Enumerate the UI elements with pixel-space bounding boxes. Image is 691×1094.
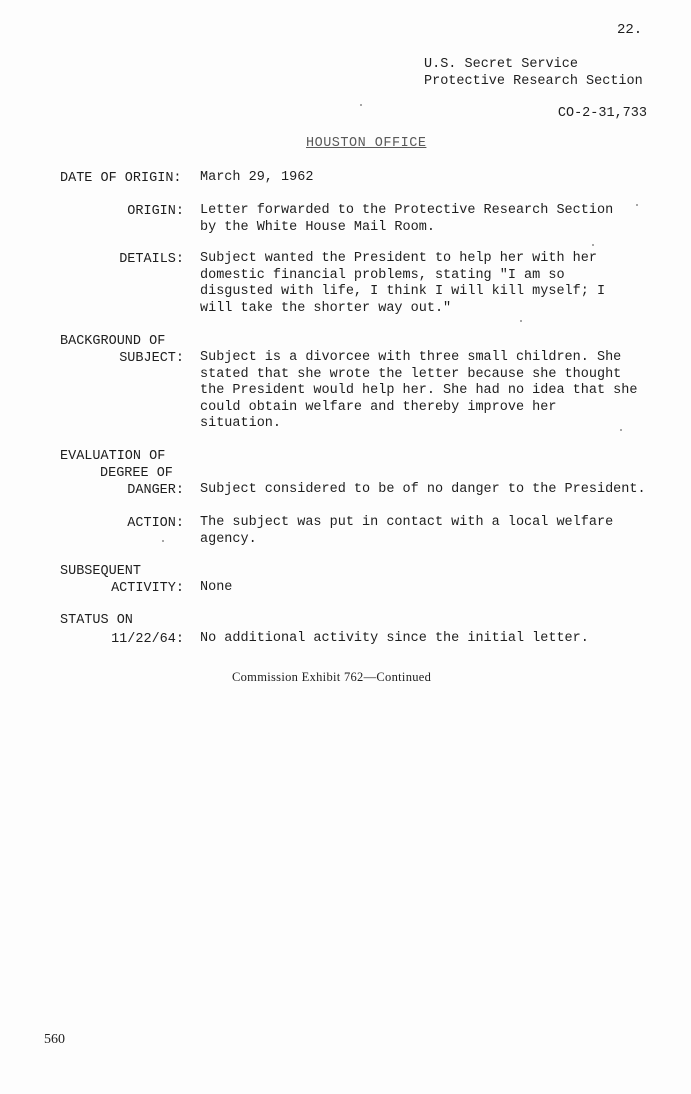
scan-speck	[636, 204, 638, 206]
evaluation-label-line-1: EVALUATION OF	[60, 449, 166, 464]
folio-number: 560	[44, 1032, 65, 1047]
status-label-line-2: 11/22/64:	[111, 632, 184, 647]
subsequent-value: None	[200, 580, 233, 595]
subsequent-label-line-2: ACTIVITY:	[111, 581, 184, 596]
action-value: The subject was put in contact with a local welfare agency.	[200, 515, 614, 547]
evaluation-label-line-3: DANGER:	[127, 483, 184, 498]
details-value: Subject wanted the President to help her with her domestic financial problems, stating "I am so disgusted with life, I think I will kill myself; I will take the shorter way out."	[200, 251, 606, 316]
scan-speck	[620, 429, 622, 431]
agency-line-1: U.S. Secret Service	[424, 57, 578, 72]
origin-value: Letter forwarded to the Protective Research Section by the White House Mail Room.	[200, 203, 614, 235]
scan-speck	[360, 104, 362, 106]
background-label-line-1: BACKGROUND OF	[60, 334, 166, 349]
file-number: CO-2-31,733	[557, 106, 647, 121]
scan-speck	[520, 320, 522, 322]
scan-speck	[592, 244, 594, 246]
action-label: ACTION:	[127, 516, 184, 531]
details-label: DETAILS:	[119, 252, 184, 267]
evaluation-label-line-2: DEGREE OF	[100, 466, 173, 481]
date-of-origin-label: DATE OF ORIGIN:	[60, 171, 182, 186]
agency-line-2: Protective Research Section	[424, 74, 643, 89]
office-heading: HOUSTON OFFICE	[306, 136, 427, 151]
origin-label: ORIGIN:	[127, 204, 184, 219]
date-of-origin-value: March 29, 1962	[200, 170, 314, 185]
page-number: 22.	[617, 22, 643, 38]
exhibit-caption: Commission Exhibit 762—Continued	[232, 670, 432, 684]
status-value: No additional activity since the initial letter.	[200, 631, 589, 646]
status-label-line-1: STATUS ON	[60, 613, 133, 628]
background-value: Subject is a divorcee with three small children. She stated that she wrote the letter because she thought the President would help her. She had no idea that she could obtain welfare and thereby improve her situation.	[200, 350, 638, 431]
agency-block	[424, 56, 643, 90]
background-label-line-2: SUBJECT:	[119, 351, 184, 366]
subsequent-label-line-1: SUBSEQUENT	[60, 564, 142, 579]
evaluation-value: Subject considered to be of no danger to the President.	[200, 482, 646, 497]
scan-speck	[162, 540, 164, 542]
